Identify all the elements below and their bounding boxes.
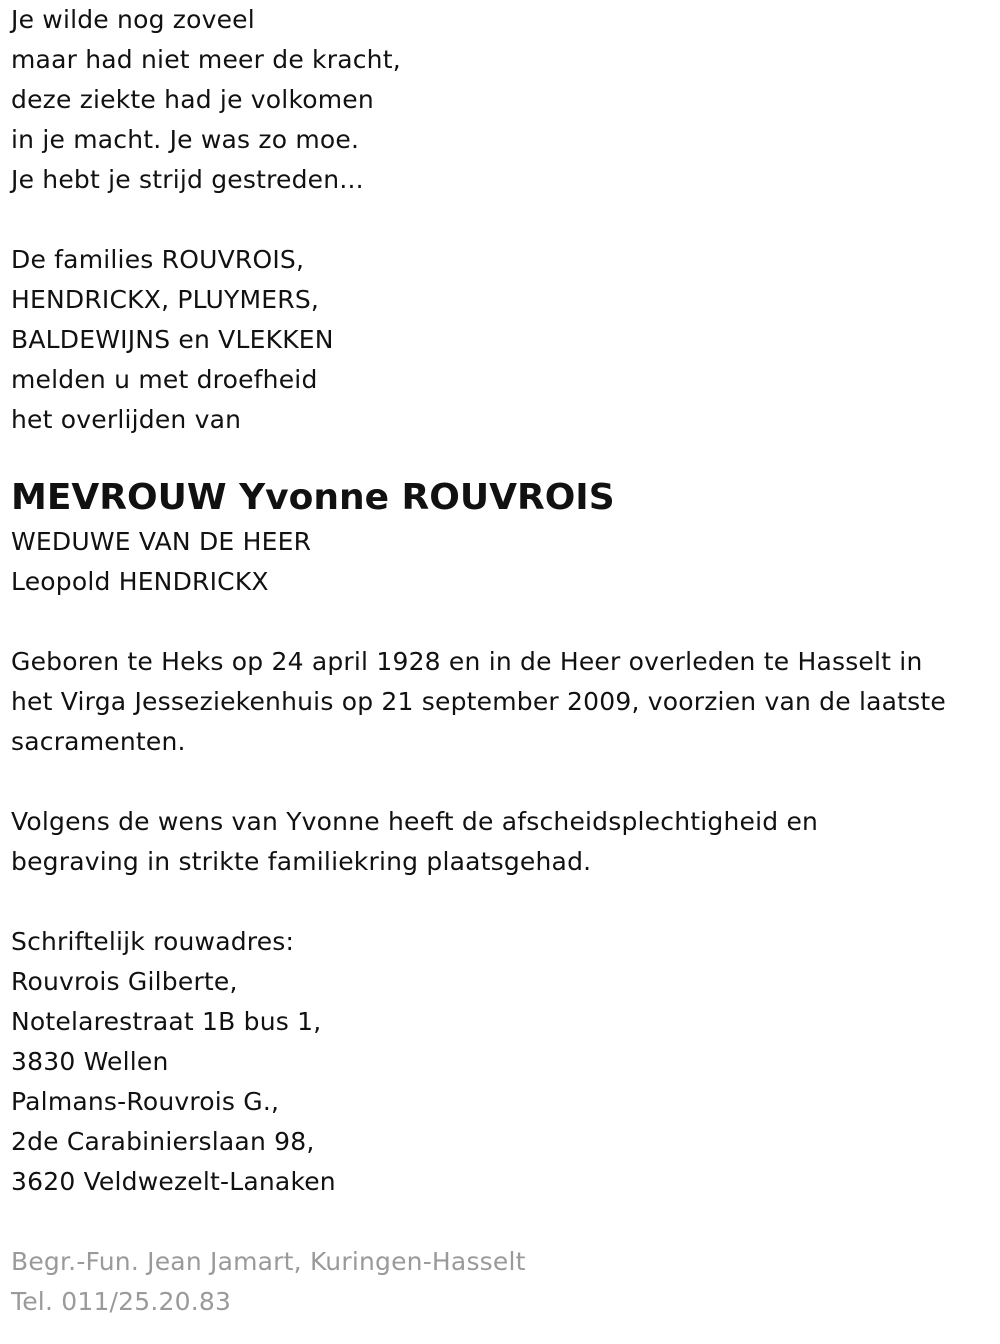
paragraph-line: begraving in strikte familiekring plaatsgehad. <box>11 847 592 876</box>
poem-line: Je hebt je strijd gestreden... <box>11 165 364 194</box>
paragraph-line: Geboren te Heks op 24 april 1928 en in de Heer overleden te Hasselt in <box>11 647 923 676</box>
address-line: Palmans-Rouvrois G., <box>11 1087 280 1116</box>
deceased-spouse: Leopold HENDRICKX <box>11 567 269 596</box>
announcement-line: De families ROUVROIS, <box>11 245 305 274</box>
address-line: Notelarestraat 1B bus 1, <box>11 1007 322 1036</box>
obituary-document <box>11 0 986 1322</box>
address-line: Rouvrois Gilberte, <box>11 967 238 996</box>
address-line: 3620 Veldwezelt-Lanaken <box>11 1167 336 1196</box>
poem-section <box>11 0 986 200</box>
address-line: 3830 Wellen <box>11 1047 169 1076</box>
paragraph-line: Volgens de wens van Yvonne heeft de afscheidsplechtigheid en <box>11 807 819 836</box>
paragraph-line: sacramenten. <box>11 727 186 756</box>
funeral-home-phone: Tel. 011/25.20.83 <box>11 1287 232 1316</box>
announcement-line: BALDEWIJNS en VLEKKEN <box>11 325 334 354</box>
announcement-line: melden u met droefheid <box>11 365 318 394</box>
announcement-section <box>11 240 986 440</box>
deceased-section <box>11 474 986 602</box>
funeral-home-footer <box>11 1242 986 1322</box>
announcement-line: HENDRICKX, PLUYMERS, <box>11 285 320 314</box>
deceased-relation: WEDUWE VAN DE HEER <box>11 527 312 556</box>
address-section <box>11 922 986 1202</box>
wish-paragraph <box>11 802 986 882</box>
address-heading: Schriftelijk rouwadres: <box>11 927 295 956</box>
address-line: 2de Carabinierslaan 98, <box>11 1127 315 1156</box>
poem-line: in je macht. Je was zo moe. <box>11 125 360 154</box>
poem-line: deze ziekte had je volkomen <box>11 85 374 114</box>
poem-line: maar had niet meer de kracht, <box>11 45 401 74</box>
deceased-name: MEVROUW Yvonne ROUVROIS <box>11 477 615 518</box>
announcement-line: het overlijden van <box>11 405 242 434</box>
funeral-home-name: Begr.-Fun. Jean Jamart, Kuringen-Hasselt <box>11 1247 526 1276</box>
paragraph-line: het Virga Jesseziekenhuis op 21 september 2009, voorzien van de laatste <box>11 687 946 716</box>
poem-line: Je wilde nog zoveel <box>11 5 255 34</box>
birth-death-paragraph <box>11 642 986 762</box>
